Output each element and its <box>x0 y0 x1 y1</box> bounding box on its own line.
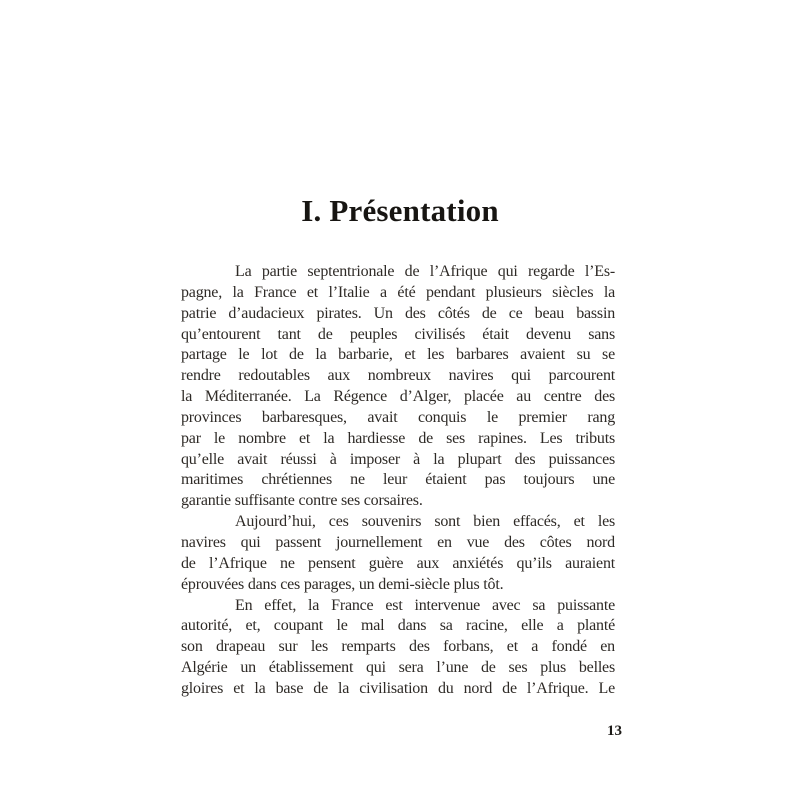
text-line: La partie septentrionale de l’Afrique qui regarde l’Es- <box>235 263 615 280</box>
text-line: navires qui passent journellement en vue des côtes nord <box>181 533 615 551</box>
text-line: éprouvées dans ces parages, un demi-siècle plus tôt. <box>181 575 504 593</box>
text-line: partage le lot de la barbarie, et les barbares avaient su se <box>181 346 615 364</box>
chapter-title: I. Présentation <box>301 193 499 228</box>
text-line: pagne, la France et l’Italie a été pendant plusieurs siècles la <box>181 283 615 301</box>
text-line: son drapeau sur les remparts des forbans, et a fondé en <box>181 638 615 656</box>
text-line: qu’elle avait réussi à imposer à la plupart des puissances <box>181 450 615 468</box>
text-line: patrie d’audacieux pirates. Un des côtés de ce beau bassin <box>181 304 615 322</box>
text-line: la Méditerranée. La Régence d’Alger, placée au centre des <box>181 388 615 406</box>
text-line: autorité, et, coupant le mal dans sa racine, elle a planté <box>181 617 615 635</box>
text-line: de l’Afrique ne pensent guère aux anxiétés qu’ils auraient <box>181 554 615 572</box>
text-line: par le nombre et la hardiesse de ses rapines. Les tributs <box>181 429 615 447</box>
text-line: En effet, la France est intervenue avec sa puissante <box>235 596 615 614</box>
text-line: maritimes chrétiennes ne leur étaient pas toujours une <box>181 471 615 489</box>
text-line: provinces barbaresques, avait conquis le premier rang <box>181 408 615 426</box>
page-number: 13 <box>607 723 622 739</box>
text-line: garantie suffisante contre ses corsaires. <box>181 492 423 510</box>
text-line: Algérie un établissement qui sera l’une de ses plus belles <box>181 659 615 677</box>
text-line: qu’entourent tant de peuples civilisés était devenu sans <box>181 325 615 343</box>
text-line: rendre redoutables aux nombreux navires qui parcourent <box>181 367 615 385</box>
body-text <box>181 262 615 700</box>
text-line: gloires et la base de la civilisation du nord de l’Afrique. Le <box>181 679 615 697</box>
text-line: Aujourd’hui, ces souvenirs sont bien effacés, et les <box>235 513 615 531</box>
